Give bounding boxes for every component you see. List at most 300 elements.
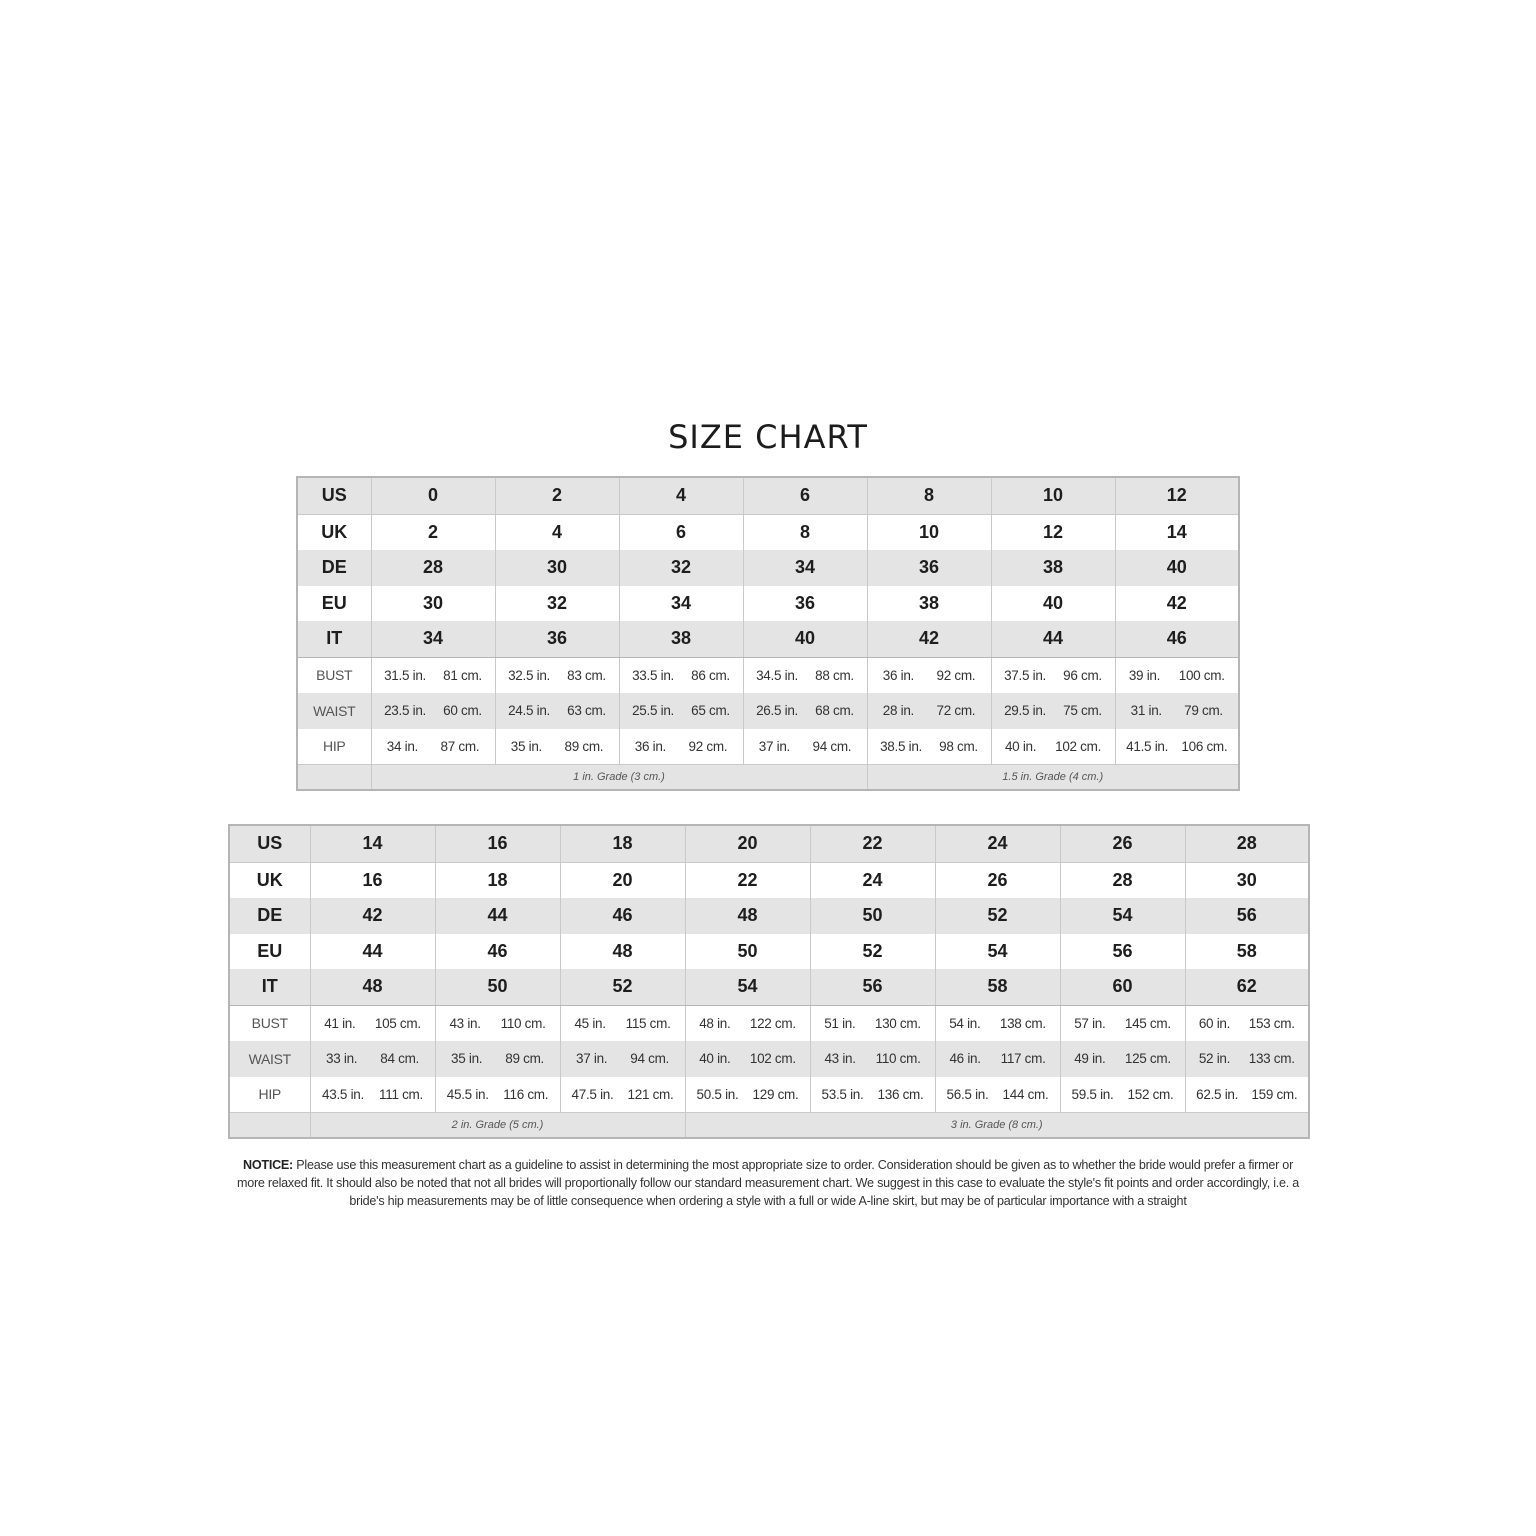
- inches-value: 62.5 in.: [1196, 1086, 1239, 1102]
- measurement-cell: [810, 1005, 935, 1041]
- row-label: UK: [297, 514, 371, 550]
- cm-value: 117 cm.: [1000, 1051, 1046, 1067]
- grade-note: 1 in. Grade (3 cm.): [371, 765, 867, 791]
- cm-value: 102 cm.: [1055, 738, 1102, 754]
- inches-value: 60 in.: [1198, 1015, 1231, 1031]
- row-label: US: [297, 477, 371, 514]
- size-cell: 38: [619, 621, 743, 657]
- row-label: IT: [229, 969, 310, 1005]
- size-cell: 62: [1185, 969, 1309, 1005]
- size-cell: 46: [435, 934, 560, 970]
- size-cell: 58: [1185, 934, 1309, 970]
- measurement-pair: [311, 1051, 435, 1066]
- size-cell: 56: [1185, 898, 1309, 934]
- measurement-pair: [1061, 1016, 1185, 1031]
- measurement-cell: [810, 1077, 935, 1113]
- inches-value: 47.5 in.: [571, 1086, 614, 1102]
- size-cell: 12: [1115, 477, 1239, 514]
- size-cell: 36: [495, 621, 619, 657]
- measurement-cell: [619, 657, 743, 693]
- measurement-cell: [435, 1041, 560, 1077]
- size-cell: 42: [867, 621, 991, 657]
- cm-value: 153 cm.: [1248, 1015, 1295, 1031]
- size-cell: 48: [310, 969, 435, 1005]
- size-row-us: [297, 477, 1239, 514]
- size-cell: 40: [743, 621, 867, 657]
- measurement-cell: [1115, 729, 1239, 765]
- size-row-eu: [229, 934, 1309, 970]
- cm-value: 92 cm.: [936, 667, 976, 683]
- cm-value: 98 cm.: [939, 738, 978, 754]
- size-cell: 6: [743, 477, 867, 514]
- measurement-pair: [936, 1087, 1060, 1102]
- size-cell: 42: [310, 898, 435, 934]
- row-label: WAIST: [297, 693, 371, 729]
- measurement-pair: [686, 1016, 810, 1031]
- measurement-cell: [685, 1041, 810, 1077]
- measurement-cell: [867, 657, 991, 693]
- size-cell: 4: [495, 514, 619, 550]
- size-cell: 52: [935, 898, 1060, 934]
- measurement-cell: [435, 1077, 560, 1113]
- measurement-pair: [744, 668, 867, 683]
- size-cell: 2: [495, 477, 619, 514]
- measurement-pair: [811, 1051, 935, 1066]
- measurement-row-bust: [297, 657, 1239, 693]
- size-row-de: [229, 898, 1309, 934]
- measurement-pair: [1061, 1051, 1185, 1066]
- measurement-cell: [310, 1005, 435, 1041]
- size-cell: 14: [1115, 514, 1239, 550]
- cm-value: 136 cm.: [877, 1086, 924, 1102]
- grade-note: 3 in. Grade (8 cm.): [685, 1113, 1309, 1139]
- cm-value: 92 cm.: [688, 738, 728, 754]
- size-cell: 20: [685, 825, 810, 862]
- measurement-pair: [811, 1016, 935, 1031]
- measurement-cell: [495, 693, 619, 729]
- size-cell: 24: [935, 825, 1060, 862]
- measurement-cell: [619, 729, 743, 765]
- measurement-pair: [1186, 1051, 1309, 1066]
- measurement-row-waist: [229, 1041, 1309, 1077]
- size-row-eu: [297, 586, 1239, 622]
- measurement-cell: [560, 1005, 685, 1041]
- measurement-cell: [1060, 1077, 1185, 1113]
- row-label: UK: [229, 862, 310, 898]
- grade-label-empty: [229, 1113, 310, 1139]
- cm-value: 138 cm.: [999, 1015, 1046, 1031]
- cm-value: 130 cm.: [874, 1015, 921, 1031]
- size-row-it: [297, 621, 1239, 657]
- row-label: BUST: [297, 657, 371, 693]
- size-cell: 46: [560, 898, 685, 934]
- size-cell: 44: [435, 898, 560, 934]
- cm-value: 65 cm.: [691, 703, 730, 719]
- cm-value: 75 cm.: [1063, 703, 1102, 719]
- size-cell: 18: [435, 862, 560, 898]
- cm-value: 79 cm.: [1184, 703, 1223, 719]
- measurement-pair: [811, 1087, 935, 1102]
- size-cell: 22: [810, 825, 935, 862]
- measurement-pair: [372, 703, 495, 718]
- row-label: WAIST: [229, 1041, 310, 1077]
- size-cell: 18: [560, 825, 685, 862]
- cm-value: 159 cm.: [1251, 1086, 1298, 1102]
- measurement-pair: [311, 1016, 435, 1031]
- size-cell: 42: [1115, 586, 1239, 622]
- cm-value: 96 cm.: [1063, 667, 1102, 683]
- measurement-pair: [620, 703, 743, 718]
- size-cell: 16: [310, 862, 435, 898]
- grade-note: 2 in. Grade (5 cm.): [310, 1113, 685, 1139]
- inches-value: 36 in.: [634, 738, 666, 754]
- inches-value: 46 in.: [949, 1051, 981, 1067]
- size-cell: 38: [991, 550, 1115, 586]
- measurement-pair: [496, 739, 619, 754]
- size-cell: 46: [1115, 621, 1239, 657]
- inches-value: 45.5 in.: [446, 1086, 489, 1102]
- measurement-cell: [743, 693, 867, 729]
- cm-value: 83 cm.: [567, 667, 606, 683]
- inches-value: 39 in.: [1128, 667, 1161, 683]
- cm-value: 100 cm.: [1178, 667, 1225, 683]
- grade-note: 1.5 in. Grade (4 cm.): [867, 765, 1239, 791]
- size-cell: 38: [867, 586, 991, 622]
- measurement-pair: [1116, 739, 1239, 754]
- cm-value: 145 cm.: [1124, 1015, 1171, 1031]
- inches-value: 50.5 in.: [696, 1086, 739, 1102]
- inches-value: 41.5 in.: [1126, 738, 1169, 754]
- cm-value: 68 cm.: [815, 703, 854, 719]
- measurement-cell: [743, 729, 867, 765]
- measurement-cell: [867, 693, 991, 729]
- measurement-pair: [936, 1051, 1060, 1066]
- measurement-cell: [935, 1077, 1060, 1113]
- cm-value: 94 cm.: [630, 1051, 669, 1067]
- size-table-1: [296, 476, 1240, 791]
- measurement-cell: [991, 657, 1115, 693]
- measurement-cell: [1060, 1041, 1185, 1077]
- inches-value: 34 in.: [386, 738, 418, 754]
- measurement-pair: [686, 1051, 810, 1066]
- size-cell: 8: [743, 514, 867, 550]
- inches-value: 56.5 in.: [946, 1086, 989, 1102]
- size-cell: 32: [495, 586, 619, 622]
- cm-value: 60 cm.: [443, 703, 482, 719]
- size-cell: 44: [991, 621, 1115, 657]
- inches-value: 37 in.: [576, 1051, 608, 1067]
- row-label: HIP: [229, 1077, 310, 1113]
- inches-value: 41 in.: [324, 1015, 356, 1031]
- row-label: IT: [297, 621, 371, 657]
- size-cell: 40: [991, 586, 1115, 622]
- measurement-cell: [495, 657, 619, 693]
- size-cell: 10: [867, 514, 991, 550]
- inches-value: 43 in.: [824, 1051, 856, 1067]
- size-cell: 24: [810, 862, 935, 898]
- measurement-cell: [371, 657, 495, 693]
- measurement-row-waist: [297, 693, 1239, 729]
- inches-value: 54 in.: [949, 1015, 981, 1031]
- inches-value: 59.5 in.: [1071, 1086, 1114, 1102]
- size-cell: 34: [743, 550, 867, 586]
- size-row-uk: [229, 862, 1309, 898]
- measurement-pair: [686, 1087, 810, 1102]
- row-label: EU: [229, 934, 310, 970]
- size-row-de: [297, 550, 1239, 586]
- measurement-pair: [868, 703, 991, 718]
- measurement-cell: [810, 1041, 935, 1077]
- measurement-cell: [619, 693, 743, 729]
- inches-value: 31.5 in.: [384, 667, 426, 683]
- size-cell: 54: [1060, 898, 1185, 934]
- inches-value: 32.5 in.: [508, 667, 550, 683]
- size-cell: 14: [310, 825, 435, 862]
- cm-value: 86 cm.: [691, 667, 730, 683]
- inches-value: 34.5 in.: [756, 667, 798, 683]
- measurement-cell: [1115, 657, 1239, 693]
- measurement-cell: [867, 729, 991, 765]
- measurement-cell: [991, 693, 1115, 729]
- measurement-cell: [743, 657, 867, 693]
- notice-paragraph: [228, 1156, 1308, 1212]
- cm-value: 110 cm.: [500, 1015, 546, 1031]
- measurement-cell: [1185, 1005, 1309, 1041]
- size-row-it: [229, 969, 1309, 1005]
- inches-value: 26.5 in.: [756, 703, 798, 719]
- measurement-cell: [495, 729, 619, 765]
- cm-value: 63 cm.: [567, 703, 606, 719]
- page-title: SIZE CHART: [668, 418, 868, 456]
- inches-value: 37.5 in.: [1004, 667, 1046, 683]
- cm-value: 88 cm.: [815, 667, 854, 683]
- size-cell: 30: [371, 586, 495, 622]
- measurement-pair: [936, 1016, 1060, 1031]
- cm-value: 125 cm.: [1124, 1051, 1171, 1067]
- measurement-cell: [685, 1077, 810, 1113]
- measurement-pair: [436, 1087, 560, 1102]
- measurement-cell: [560, 1041, 685, 1077]
- size-cell: 50: [810, 898, 935, 934]
- size-cell: 52: [560, 969, 685, 1005]
- cm-value: 116 cm.: [503, 1086, 549, 1102]
- cm-value: 106 cm.: [1181, 738, 1228, 754]
- size-cell: 28: [371, 550, 495, 586]
- size-cell: 0: [371, 477, 495, 514]
- inches-value: 52 in.: [1198, 1051, 1231, 1067]
- measurement-cell: [685, 1005, 810, 1041]
- measurement-pair: [561, 1051, 685, 1066]
- inches-value: 43.5 in.: [322, 1086, 364, 1102]
- measurement-cell: [1115, 693, 1239, 729]
- measurement-pair: [992, 703, 1115, 718]
- size-cell: 34: [619, 586, 743, 622]
- size-cell: 12: [991, 514, 1115, 550]
- measurement-pair: [620, 739, 743, 754]
- measurement-pair: [436, 1016, 560, 1031]
- measurement-cell: [935, 1041, 1060, 1077]
- measurement-cell: [371, 693, 495, 729]
- measurement-pair: [311, 1087, 435, 1102]
- size-cell: 56: [1060, 934, 1185, 970]
- size-cell: 22: [685, 862, 810, 898]
- size-cell: 54: [935, 934, 1060, 970]
- size-cell: 30: [1185, 862, 1309, 898]
- size-table-2: [228, 824, 1310, 1139]
- inches-value: 24.5 in.: [508, 703, 550, 719]
- size-cell: 48: [560, 934, 685, 970]
- measurement-cell: [991, 729, 1115, 765]
- cm-value: 72 cm.: [936, 703, 976, 719]
- row-label: DE: [297, 550, 371, 586]
- measurement-pair: [561, 1016, 685, 1031]
- size-cell: 44: [310, 934, 435, 970]
- size-cell: 8: [867, 477, 991, 514]
- size-cell: 32: [619, 550, 743, 586]
- cm-value: 81 cm.: [443, 667, 482, 683]
- measurement-pair: [744, 703, 867, 718]
- cm-value: 144 cm.: [1002, 1086, 1049, 1102]
- measurement-cell: [435, 1005, 560, 1041]
- cm-value: 84 cm.: [380, 1051, 419, 1067]
- grade-row: [297, 765, 1239, 791]
- size-cell: 52: [810, 934, 935, 970]
- measurement-pair: [992, 739, 1115, 754]
- measurement-cell: [560, 1077, 685, 1113]
- size-cell: 54: [685, 969, 810, 1005]
- size-cell: 48: [685, 898, 810, 934]
- measurement-row-hip: [229, 1077, 1309, 1113]
- inches-value: 36 in.: [882, 667, 914, 683]
- cm-value: 115 cm.: [625, 1015, 671, 1031]
- size-cell: 26: [935, 862, 1060, 898]
- inches-value: 40 in.: [699, 1051, 731, 1067]
- size-cell: 56: [810, 969, 935, 1005]
- measurement-row-bust: [229, 1005, 1309, 1041]
- cm-value: 89 cm.: [505, 1051, 544, 1067]
- size-cell: 26: [1060, 825, 1185, 862]
- row-label: US: [229, 825, 310, 862]
- measurement-cell: [310, 1041, 435, 1077]
- measurement-cell: [310, 1077, 435, 1113]
- inches-value: 45 in.: [574, 1015, 606, 1031]
- measurement-pair: [561, 1087, 685, 1102]
- size-row-uk: [297, 514, 1239, 550]
- size-cell: 36: [743, 586, 867, 622]
- inches-value: 43 in.: [449, 1015, 481, 1031]
- notice-label: NOTICE:: [242, 1158, 294, 1172]
- inches-value: 49 in.: [1074, 1051, 1106, 1067]
- cm-value: 129 cm.: [752, 1086, 799, 1102]
- row-label: EU: [297, 586, 371, 622]
- cm-value: 102 cm.: [749, 1051, 796, 1067]
- size-cell: 40: [1115, 550, 1239, 586]
- size-cell: 36: [867, 550, 991, 586]
- measurement-cell: [1185, 1041, 1309, 1077]
- inches-value: 28 in.: [882, 703, 914, 719]
- measurement-pair: [1186, 1087, 1309, 1102]
- inches-value: 51 in.: [824, 1015, 856, 1031]
- inches-value: 48 in.: [699, 1015, 731, 1031]
- measurement-pair: [620, 668, 743, 683]
- grade-label-empty: [297, 765, 371, 791]
- size-cell: 6: [619, 514, 743, 550]
- size-cell: 4: [619, 477, 743, 514]
- inches-value: 33.5 in.: [632, 667, 674, 683]
- measurement-row-hip: [297, 729, 1239, 765]
- row-label: DE: [229, 898, 310, 934]
- cm-value: 110 cm.: [875, 1051, 921, 1067]
- inches-value: 38.5 in.: [880, 738, 922, 754]
- size-cell: 30: [495, 550, 619, 586]
- inches-value: 57 in.: [1074, 1015, 1106, 1031]
- cm-value: 94 cm.: [812, 738, 852, 754]
- measurement-cell: [1185, 1077, 1309, 1113]
- grade-row: [229, 1113, 1309, 1139]
- measurement-pair: [868, 739, 991, 754]
- inches-value: 37 in.: [758, 738, 790, 754]
- inches-value: 29.5 in.: [1004, 703, 1046, 719]
- measurement-pair: [992, 668, 1115, 683]
- inches-value: 31 in.: [1130, 703, 1162, 719]
- size-cell: 28: [1060, 862, 1185, 898]
- size-cell: 34: [371, 621, 495, 657]
- inches-value: 35 in.: [451, 1051, 483, 1067]
- measurement-pair: [496, 703, 619, 718]
- measurement-pair: [744, 739, 867, 754]
- measurement-cell: [935, 1005, 1060, 1041]
- measurement-pair: [372, 739, 495, 754]
- inches-value: 35 in.: [510, 738, 542, 754]
- size-cell: 10: [991, 477, 1115, 514]
- size-cell: 16: [435, 825, 560, 862]
- measurement-cell: [1060, 1005, 1185, 1041]
- cm-value: 105 cm.: [374, 1015, 421, 1031]
- cm-value: 89 cm.: [564, 738, 604, 754]
- row-label: HIP: [297, 729, 371, 765]
- measurement-pair: [1186, 1016, 1309, 1031]
- row-label: BUST: [229, 1005, 310, 1041]
- cm-value: 133 cm.: [1248, 1051, 1295, 1067]
- inches-value: 23.5 in.: [384, 703, 426, 719]
- cm-value: 122 cm.: [749, 1015, 796, 1031]
- size-cell: 50: [435, 969, 560, 1005]
- measurement-pair: [1061, 1087, 1185, 1102]
- cm-value: 121 cm.: [627, 1086, 674, 1102]
- cm-value: 152 cm.: [1127, 1086, 1174, 1102]
- size-cell: 50: [685, 934, 810, 970]
- cm-value: 87 cm.: [440, 738, 480, 754]
- size-cell: 60: [1060, 969, 1185, 1005]
- measurement-cell: [371, 729, 495, 765]
- size-cell: 2: [371, 514, 495, 550]
- inches-value: 40 in.: [1004, 738, 1037, 754]
- size-cell: 20: [560, 862, 685, 898]
- measurement-pair: [868, 668, 991, 683]
- inches-value: 25.5 in.: [632, 703, 674, 719]
- measurement-pair: [496, 668, 619, 683]
- measurement-pair: [436, 1051, 560, 1066]
- notice-text: Please use this measurement chart as a guideline to assist in determining the most appropriate size to order. Consideration should be given as to whether the bride would prefer a firmer or more relaxed fit. It should also be noted that not all brides will proportionally follow our standard measurement chart. We suggest in this case to evaluate the style's fit points and order accordingly, i.e. a bride's hip measurements may be of little consequence when ordering a style with a full or wide A-line skirt, but may be of particular importance with a straight: [236, 1158, 1300, 1208]
- inches-value: 33 in.: [326, 1051, 358, 1067]
- cm-value: 111 cm.: [379, 1086, 423, 1102]
- inches-value: 53.5 in.: [821, 1086, 864, 1102]
- measurement-pair: [1116, 703, 1239, 718]
- size-row-us: [229, 825, 1309, 862]
- size-cell: 58: [935, 969, 1060, 1005]
- measurement-pair: [1116, 668, 1239, 683]
- size-cell: 28: [1185, 825, 1309, 862]
